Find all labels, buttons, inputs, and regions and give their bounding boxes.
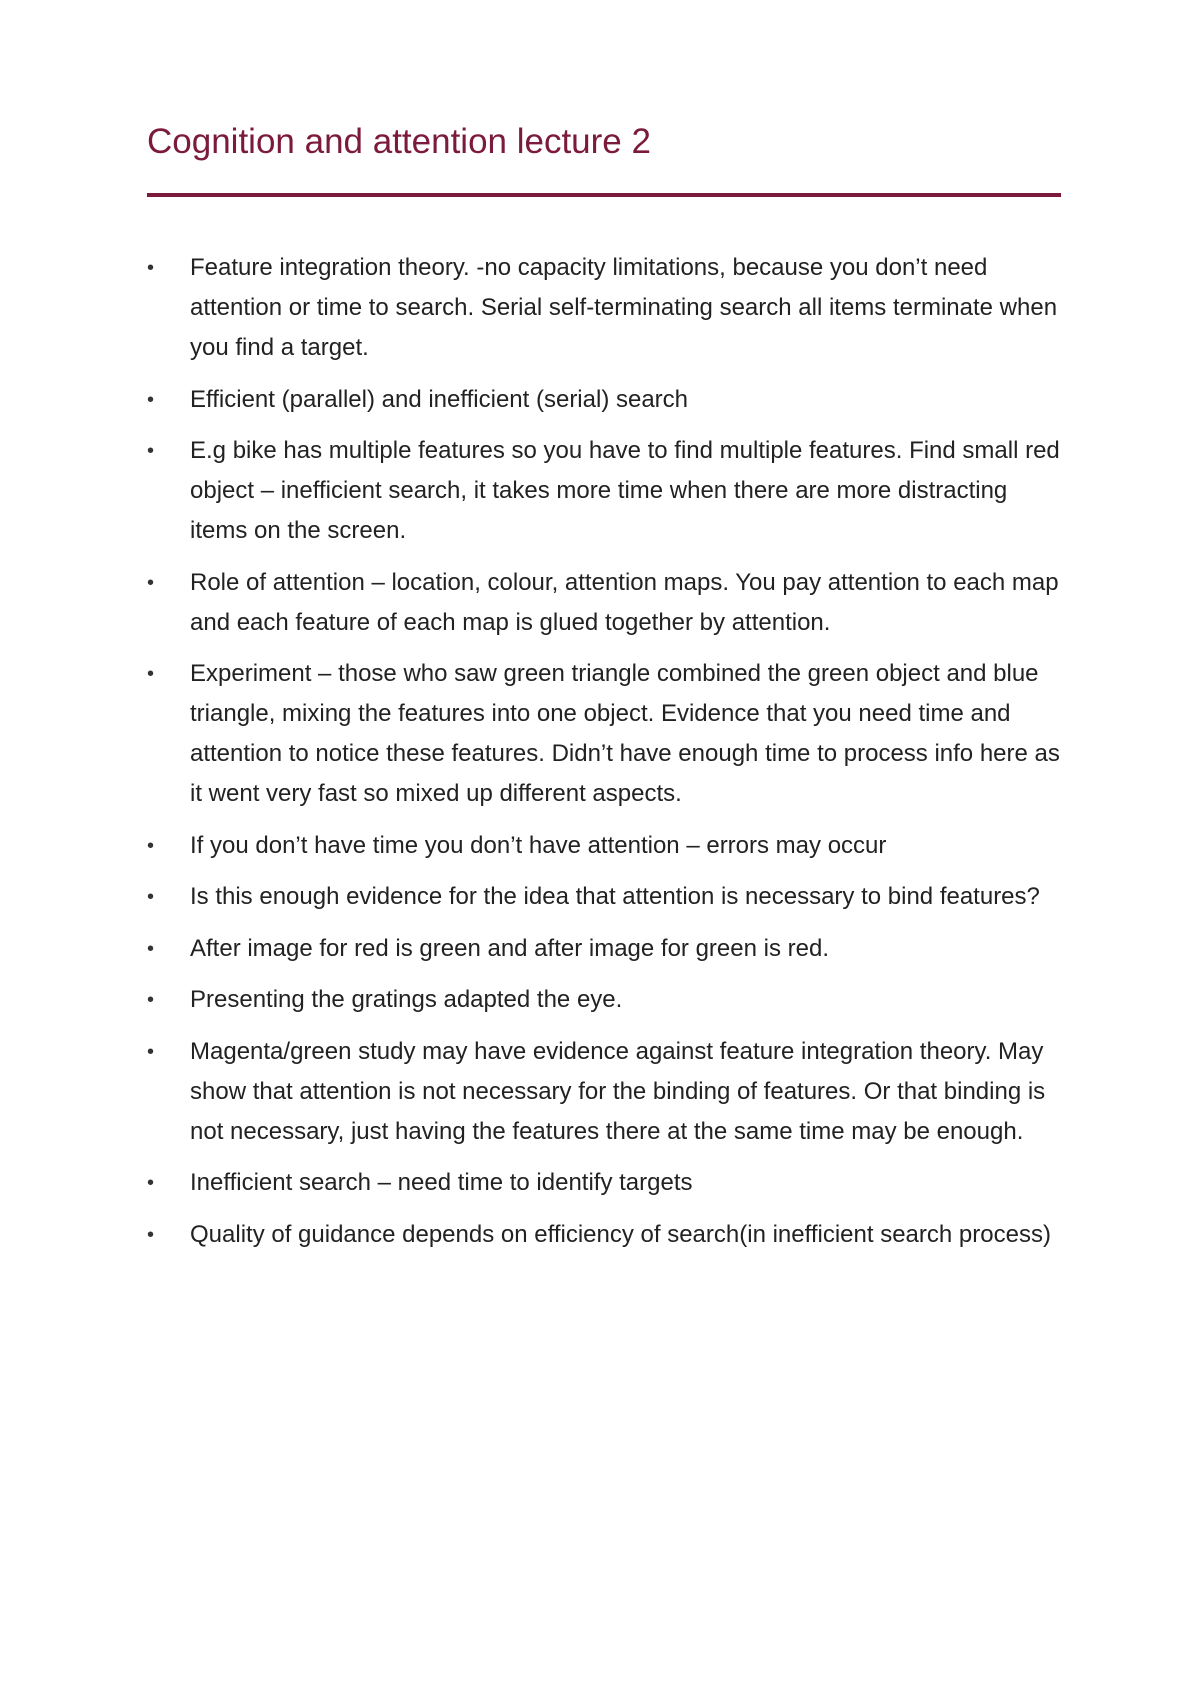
bullet-text: Inefficient search – need time to identify targets [190, 1169, 693, 1196]
bullet-icon: • [147, 989, 155, 1011]
bullet-icon: • [147, 257, 155, 279]
bullet-icon: • [147, 1040, 155, 1063]
bullet-list [147, 248, 1061, 1266]
bullet-icon: • [147, 886, 155, 908]
list-item [147, 563, 1061, 643]
bullet-text: Magenta/green study may have evidence against feature integration theory. May show that attention is not necessary for the binding of features. Or that binding is not necessary, just having the features there at the same time may be enough. [190, 1037, 1046, 1145]
list-item [147, 1032, 1061, 1152]
list-item [147, 826, 1061, 866]
bullet-text: Feature integration theory. -no capacity limitations, because you don’t need attention or time to search. Serial self-terminating search all items terminate when you find a target. [190, 254, 1058, 361]
bullet-text: Efficient (parallel) and inefficient (serial) search [190, 385, 689, 413]
list-item [147, 654, 1061, 814]
bullet-icon: • [147, 937, 155, 960]
bullet-icon: • [147, 834, 155, 857]
bullet-text: E.g bike has multiple features so you have to find multiple features. Find small red object – inefficient search, it takes more time when there are more distracting items on the screen. [190, 437, 1060, 544]
list-item [147, 380, 1061, 420]
bullet-icon: • [147, 663, 155, 685]
bullet-text: If you don’t have time you don’t have attention – errors may occur [190, 831, 887, 859]
list-item [147, 248, 1061, 368]
list-item [147, 1163, 1061, 1203]
page-title: Cognition and attention lecture 2 [147, 122, 651, 161]
title-underline-divider [147, 193, 1061, 197]
list-item [147, 1215, 1061, 1255]
bullet-text: Quality of guidance depends on efficiency of search(in inefficient search process) [190, 1220, 1051, 1248]
bullet-text: Is this enough evidence for the idea that attention is necessary to bind features? [190, 883, 1040, 910]
bullet-icon: • [147, 571, 155, 594]
list-item [147, 929, 1061, 969]
bullet-icon: • [147, 388, 155, 411]
bullet-text: Experiment – those who saw green triangle combined the green object and blue triangle, mixing the features into one object. Evidence that you need time and attention to notice these features. Didn’t have enough time to process info here as it went very fast so mixed up different aspects. [190, 660, 1060, 807]
list-item [147, 431, 1061, 551]
list-item [147, 877, 1061, 917]
bullet-icon: • [147, 1172, 155, 1194]
bullet-icon: • [147, 1223, 155, 1246]
bullet-text: After image for red is green and after image for green is red. [190, 934, 829, 962]
bullet-text: Role of attention – location, colour, attention maps. You pay attention to each map and each feature of each map is glued together by attention. [190, 568, 1059, 636]
bullet-icon: • [147, 440, 155, 462]
bullet-text: Presenting the gratings adapted the eye. [190, 986, 623, 1013]
list-item [147, 980, 1061, 1020]
